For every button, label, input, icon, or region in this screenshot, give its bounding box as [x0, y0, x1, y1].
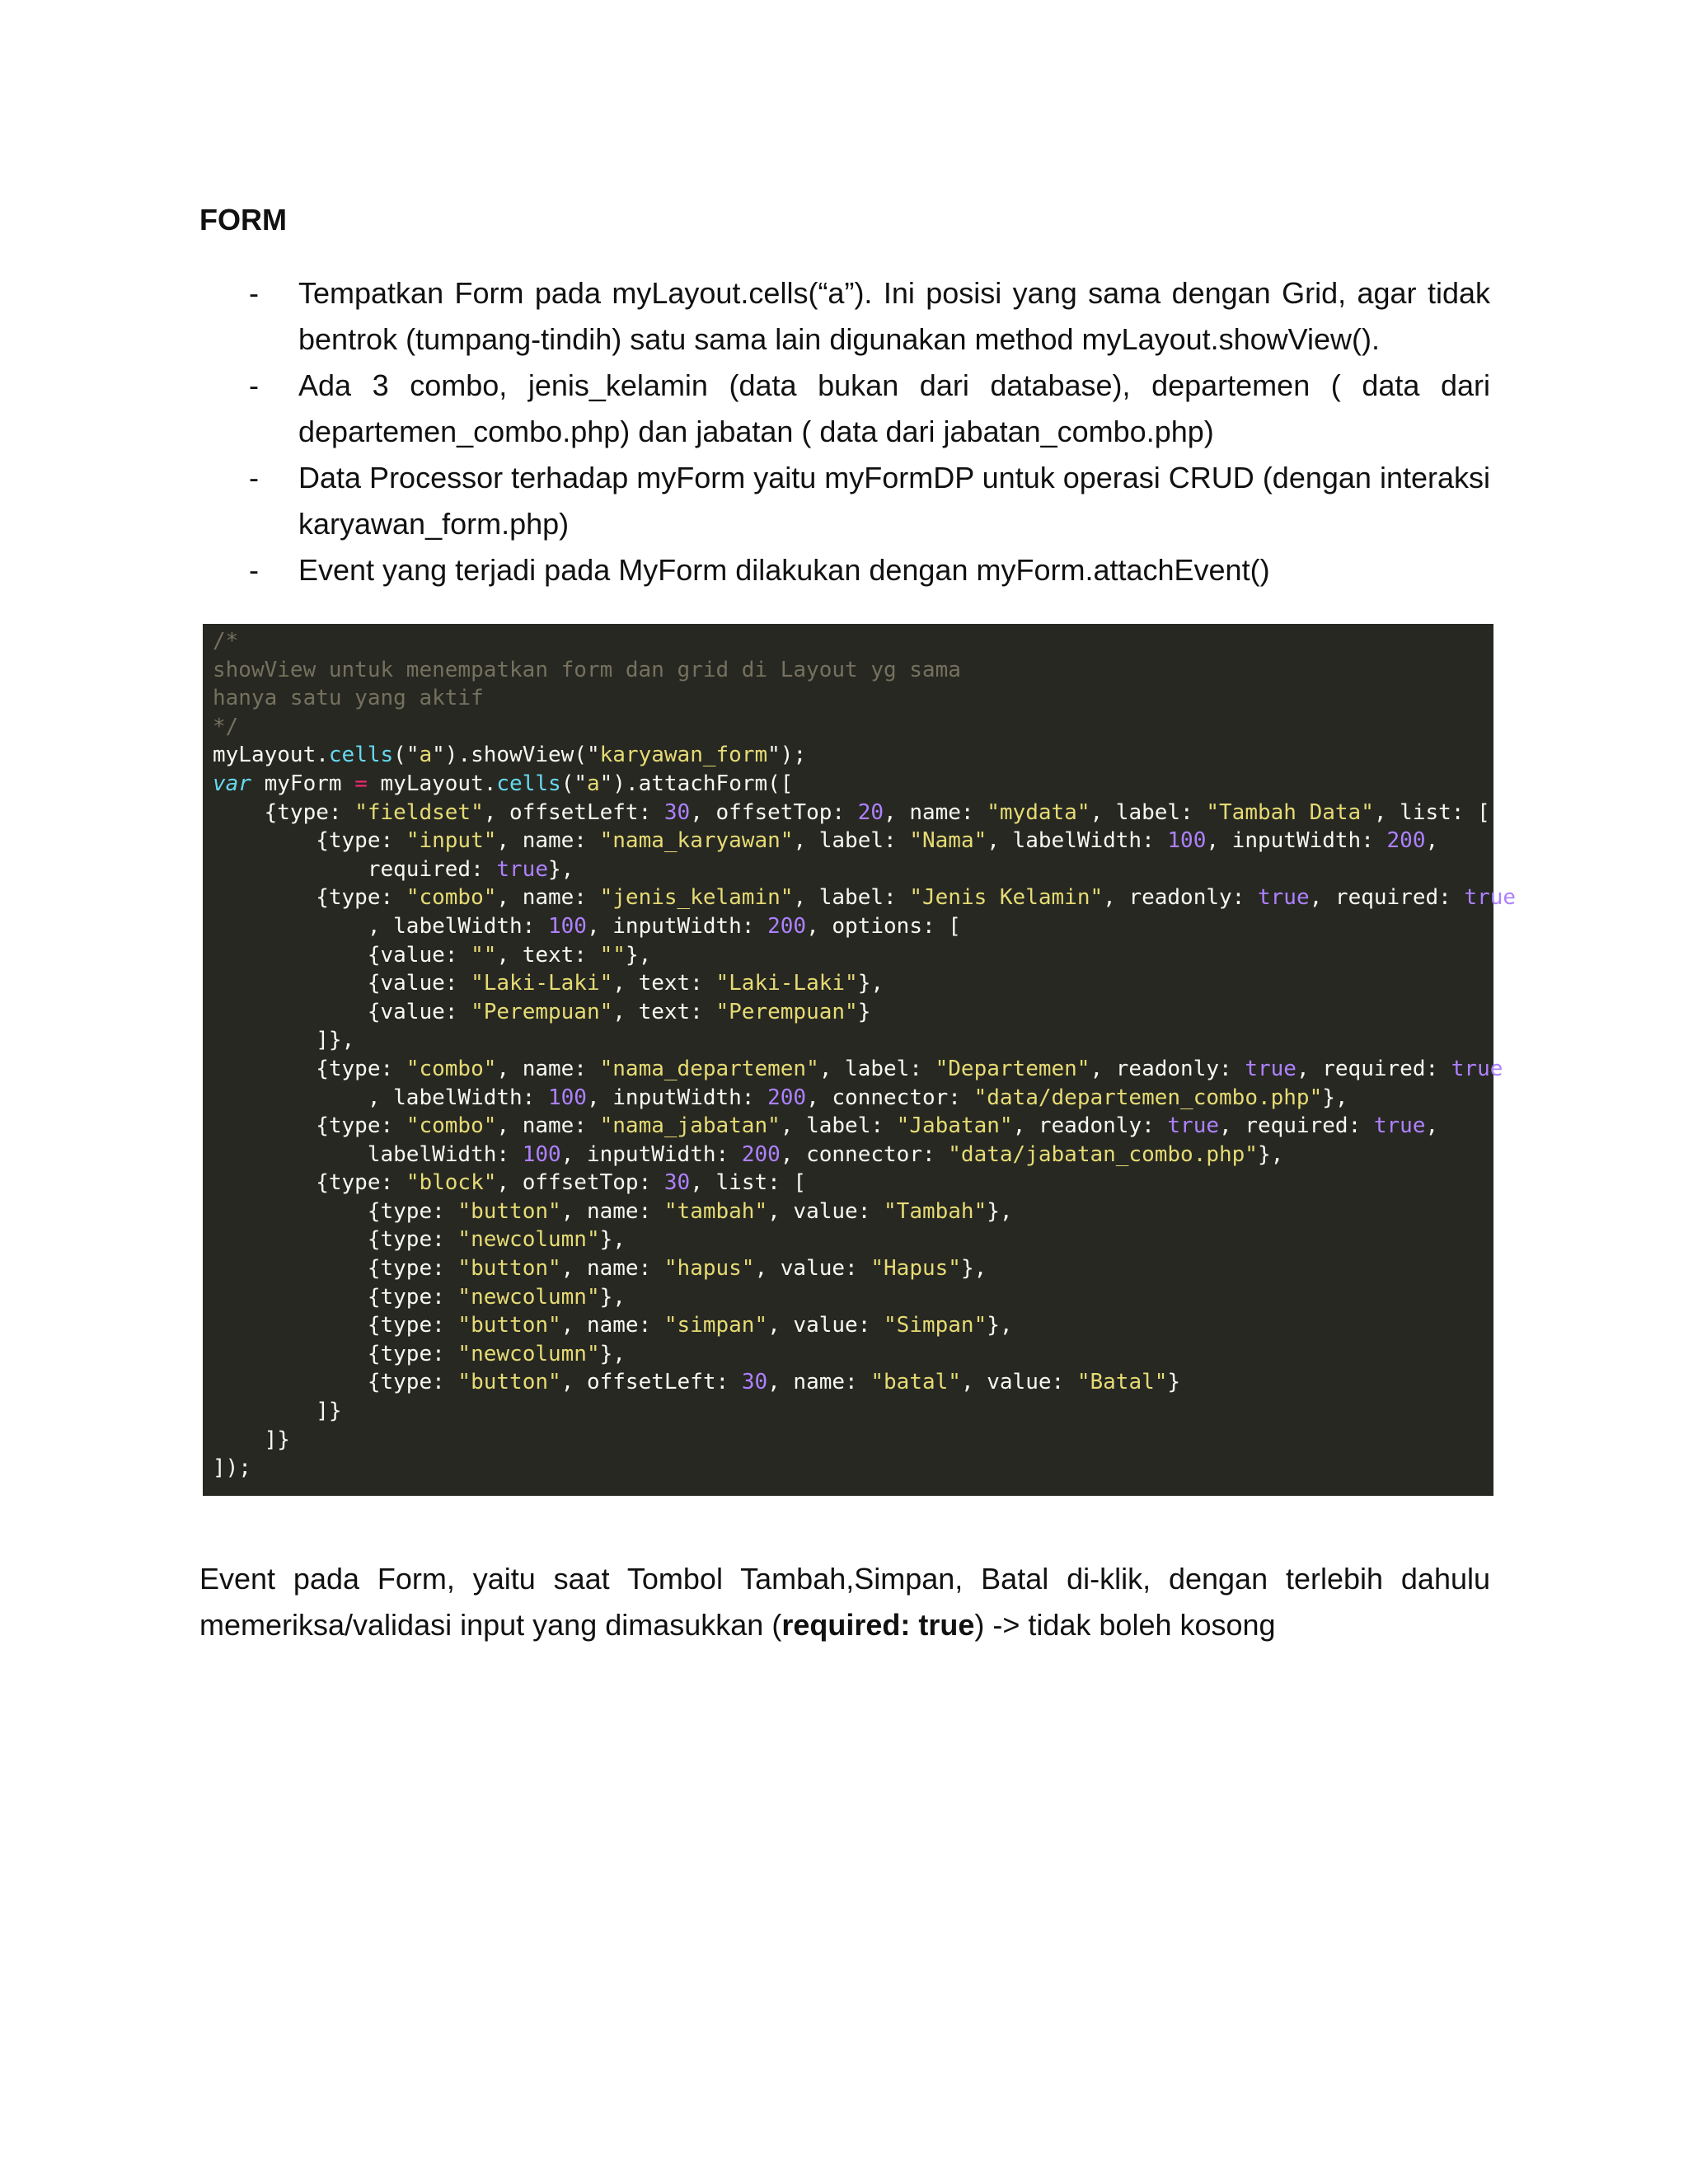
bullet-marker: - — [249, 461, 259, 494]
code-token: }, — [960, 1256, 987, 1282]
code-token: , label: — [793, 828, 910, 854]
code-token: "tambah" — [663, 1198, 768, 1224]
code-token: 200 — [767, 1085, 807, 1110]
code-token: "Jenis Kelamin" — [909, 885, 1104, 911]
paragraph-bold-text: required: true — [781, 1608, 975, 1642]
code-line — [213, 741, 1493, 770]
code-token: "newcolumn" — [457, 1284, 600, 1310]
code-line — [213, 1454, 1493, 1483]
code-token: {type: — [213, 828, 406, 854]
code-token: , name: — [496, 885, 600, 911]
code-token: , inputWidth: — [586, 913, 768, 939]
code-line — [213, 1340, 1493, 1369]
code-token: {type: — [213, 1170, 406, 1196]
code-token: 100 — [548, 1085, 587, 1110]
code-token: , inputWidth: — [586, 1085, 768, 1110]
code-token: "Simpan" — [884, 1313, 987, 1338]
code-token: {type: — [213, 1284, 458, 1310]
code-token: "nama_karyawan" — [599, 828, 794, 854]
code-token: "combo" — [406, 1113, 497, 1139]
code-line — [213, 1112, 1493, 1141]
code-token: , label: — [793, 885, 910, 911]
code-line — [213, 912, 1493, 941]
code-token: "" — [599, 942, 626, 968]
code-token: , options: [ — [806, 913, 961, 939]
code-token: , labelWidth: — [987, 828, 1168, 854]
code-token: labelWidth: — [213, 1141, 523, 1167]
code-token: , readonly: — [1012, 1113, 1168, 1139]
code-token: "Laki-Laki" — [715, 971, 858, 996]
code-token: }, — [1322, 1085, 1348, 1110]
code-token: , required: — [1219, 1113, 1374, 1139]
code-line — [213, 684, 1493, 713]
code-token: ").showView(" — [432, 743, 600, 768]
code-token: "Departemen" — [935, 1056, 1090, 1081]
code-line — [213, 1397, 1493, 1426]
code-token: {type: — [213, 1313, 458, 1338]
code-token: "button" — [457, 1198, 561, 1224]
code-token: ]}, — [213, 1028, 355, 1053]
code-token: "nama_jabatan" — [599, 1113, 781, 1139]
code-token: "Tambah" — [884, 1198, 987, 1224]
code-line — [213, 1197, 1493, 1226]
code-token: }, — [548, 856, 574, 882]
code-token: , labelWidth: — [213, 1085, 548, 1110]
code-token: "Hapus" — [870, 1256, 961, 1282]
code-token: , name: — [496, 1056, 600, 1081]
code-token: "Jabatan" — [896, 1113, 1013, 1139]
code-token: , offsetTop: — [690, 799, 858, 825]
code-token: , name: — [496, 1113, 600, 1139]
code-token: , name: — [884, 799, 987, 825]
code-token: "newcolumn" — [457, 1227, 600, 1253]
code-token: a — [587, 771, 600, 796]
code-token: , name: — [496, 828, 600, 854]
code-token: }, — [1257, 1141, 1284, 1167]
code-token: 20 — [857, 799, 884, 825]
code-token: karyawan_form — [599, 743, 768, 768]
code-token: true — [1464, 885, 1517, 911]
code-token: "); — [767, 743, 807, 768]
code-token: 200 — [1386, 828, 1426, 854]
code-token: true — [1167, 1113, 1220, 1139]
code-token: , offsetTop: — [496, 1170, 664, 1196]
code-token: /* — [213, 629, 239, 654]
code-token: "nama_departemen" — [599, 1056, 819, 1081]
code-token: ]} — [213, 1399, 342, 1424]
bullet-item — [199, 455, 1490, 547]
code-screenshot — [203, 624, 1517, 1496]
code-token: "button" — [457, 1370, 561, 1395]
code-token: , text: — [612, 999, 716, 1024]
code-token: ]); — [213, 1455, 251, 1481]
code-token: , offsetLeft: — [483, 799, 664, 825]
code-token: "batal" — [870, 1370, 961, 1395]
bullet-text: Event yang terjadi pada MyForm dilakukan dengan myForm.attachEvent() — [298, 553, 1270, 587]
bullet-text: Ada 3 combo, jenis_kelamin (data bukan dari database), departemen ( data dari departemen_combo.php) dan jabatan ( data dari jabatan_combo.php) — [298, 368, 1490, 448]
bullet-marker: - — [249, 276, 259, 310]
code-token: {type: — [213, 1056, 406, 1081]
code-token: }, — [857, 971, 884, 996]
code-token: "block" — [406, 1170, 497, 1196]
code-line — [213, 1026, 1493, 1055]
code-line — [213, 770, 1493, 799]
code-token: "input" — [406, 828, 497, 854]
code-token: myLayout. — [367, 771, 497, 796]
code-token: , text: — [612, 971, 716, 996]
code-token: true — [1373, 1113, 1426, 1139]
code-token: , label: — [780, 1113, 897, 1139]
code-token: "button" — [457, 1256, 561, 1282]
code-line — [213, 1311, 1493, 1340]
code-token: }, — [987, 1198, 1013, 1224]
code-token: cells — [328, 743, 394, 768]
code-line — [213, 998, 1493, 1027]
code-token: , connector: — [806, 1085, 974, 1110]
event-description — [199, 1556, 1490, 1648]
code-token: {type: — [213, 1256, 458, 1282]
code-token: {type: — [213, 885, 406, 911]
code-token: a — [419, 743, 433, 768]
code-token: "button" — [457, 1313, 561, 1338]
code-token: (" — [560, 771, 587, 796]
code-token: , inputWidth: — [560, 1141, 742, 1167]
code-token: , readonly: — [1090, 1056, 1245, 1081]
code-line — [213, 1055, 1503, 1084]
bullet-list — [199, 270, 1490, 593]
code-token: 100 — [522, 1141, 561, 1167]
code-token: "newcolumn" — [457, 1341, 600, 1366]
code-line — [213, 1254, 1493, 1283]
code-token: myLayout. — [213, 743, 329, 768]
code-token: = — [354, 771, 368, 796]
code-token: , name: — [767, 1370, 871, 1395]
code-token: ").attachForm([ — [599, 771, 794, 796]
code-token: "Perempuan" — [715, 999, 858, 1024]
code-token: , name: — [560, 1256, 664, 1282]
code-token: , value: — [767, 1313, 884, 1338]
code-token: , label: — [818, 1056, 935, 1081]
code-token: , readonly: — [1103, 885, 1258, 911]
code-token: {value: — [213, 971, 471, 996]
code-line — [213, 827, 1493, 855]
code-line — [213, 941, 1493, 970]
code-token: }, — [599, 1284, 626, 1310]
code-line — [213, 656, 1493, 685]
code-token: */ — [213, 714, 239, 739]
code-token: {type: — [213, 1370, 458, 1395]
code-token: 30 — [663, 1170, 691, 1196]
code-token: myForm — [251, 771, 355, 796]
code-token: , — [1425, 1113, 1439, 1139]
code-line — [213, 627, 1493, 656]
code-line — [213, 855, 1493, 884]
code-line — [213, 1169, 1493, 1197]
code-token: } — [1167, 1370, 1181, 1395]
code-token: "Batal" — [1076, 1370, 1168, 1395]
code-token: , inputWidth: — [1206, 828, 1387, 854]
bullet-marker: - — [249, 368, 259, 402]
code-token: {type: — [213, 799, 355, 825]
code-token: 200 — [741, 1141, 781, 1167]
code-token: , list: [ — [1373, 799, 1490, 825]
code-token: cells — [496, 771, 561, 796]
code-token: 30 — [741, 1370, 768, 1395]
code-token: "Laki-Laki" — [471, 971, 613, 996]
code-token: "Perempuan" — [471, 999, 613, 1024]
code-token: , offsetLeft: — [560, 1370, 742, 1395]
code-token: "simpan" — [663, 1313, 768, 1338]
code-token: {value: — [213, 942, 471, 968]
bullet-text: Data Processor terhadap myForm yaitu myFormDP untuk operasi CRUD (dengan interaksi karyawan_form.php) — [298, 461, 1490, 541]
section-heading: FORM — [199, 203, 287, 237]
code-token: "combo" — [406, 1056, 497, 1081]
code-token: showView untuk menempatkan form dan grid di Layout yg sama — [213, 657, 961, 682]
code-token: } — [857, 999, 871, 1024]
code-token: {type: — [213, 1227, 458, 1253]
code-line — [213, 1426, 1493, 1455]
code-token: 100 — [548, 913, 587, 939]
code-token: "mydata" — [987, 799, 1090, 825]
code-token: true — [1257, 885, 1310, 911]
bullet-item — [199, 547, 1490, 593]
code-token: "Nama" — [909, 828, 987, 854]
bullet-item — [199, 270, 1490, 363]
code-token: ]} — [213, 1427, 290, 1452]
code-token: , value: — [754, 1256, 871, 1282]
code-token: {type: — [213, 1341, 458, 1366]
code-token: {value: — [213, 999, 471, 1024]
code-token: true — [496, 856, 548, 882]
code-token: , value: — [767, 1198, 884, 1224]
code-token: {type: — [213, 1198, 458, 1224]
bullet-item — [199, 363, 1490, 455]
code-token: true — [1245, 1056, 1296, 1081]
code-token: "fieldset" — [354, 799, 484, 825]
code-token: "jenis_kelamin" — [599, 885, 794, 911]
code-line — [213, 1084, 1493, 1113]
code-token: true — [1451, 1056, 1503, 1081]
code-token: , connector: — [780, 1141, 949, 1167]
code-token: "combo" — [406, 885, 497, 911]
code-token: "hapus" — [663, 1256, 755, 1282]
code-token: {type: — [213, 1113, 406, 1139]
code-token: "data/departemen_combo.php" — [973, 1085, 1323, 1110]
code-token: 30 — [663, 799, 691, 825]
code-line — [213, 713, 1493, 742]
code-token: }, — [599, 1341, 626, 1366]
code-token: var — [213, 771, 251, 796]
code-line — [213, 1283, 1493, 1312]
paragraph-text-end: ) -> tidak boleh kosong — [974, 1608, 1276, 1642]
paragraph-text: Event pada Form, yaitu saat Tombol Tambah,Simpan, Batal di-klik, dengan terlebih dahulu memeriksa/validasi input yang dimasukkan ( — [199, 1562, 1490, 1642]
code-token: , required: — [1296, 1056, 1451, 1081]
code-token: required: — [213, 856, 497, 882]
code-token: , label: — [1090, 799, 1207, 825]
bullet-text: Tempatkan Form pada myLayout.cells(“a”). Ini posisi yang sama dengan Grid, agar tidak bentrok (tumpang-tindih) satu sama lain digunakan method myLayout.showView(). — [298, 276, 1490, 356]
bullet-marker: - — [249, 553, 259, 587]
code-token: 200 — [767, 913, 807, 939]
code-token: , labelWidth: — [213, 913, 548, 939]
code-token: }, — [599, 1227, 626, 1253]
code-token: hanya satu yang aktif — [213, 686, 484, 711]
code-token: , text: — [496, 942, 600, 968]
code-token: "data/jabatan_combo.php" — [948, 1141, 1258, 1167]
code-token: "" — [471, 942, 497, 968]
code-token: , name: — [560, 1313, 664, 1338]
code-token: (" — [393, 743, 420, 768]
code-line — [213, 1368, 1493, 1397]
code-token: , name: — [560, 1198, 664, 1224]
code-line — [213, 1141, 1493, 1169]
code-token: , list: [ — [690, 1170, 807, 1196]
code-line — [213, 799, 1493, 827]
code-line — [213, 969, 1493, 998]
code-token: }, — [625, 942, 652, 968]
code-token: , required: — [1309, 885, 1465, 911]
code-token: , — [1425, 828, 1439, 854]
code-token: "Tambah Data" — [1206, 799, 1374, 825]
code-line — [213, 883, 1517, 912]
code-line — [213, 1226, 1493, 1254]
code-token: 100 — [1167, 828, 1207, 854]
code-token: }, — [987, 1313, 1013, 1338]
code-token: , value: — [960, 1370, 1077, 1395]
